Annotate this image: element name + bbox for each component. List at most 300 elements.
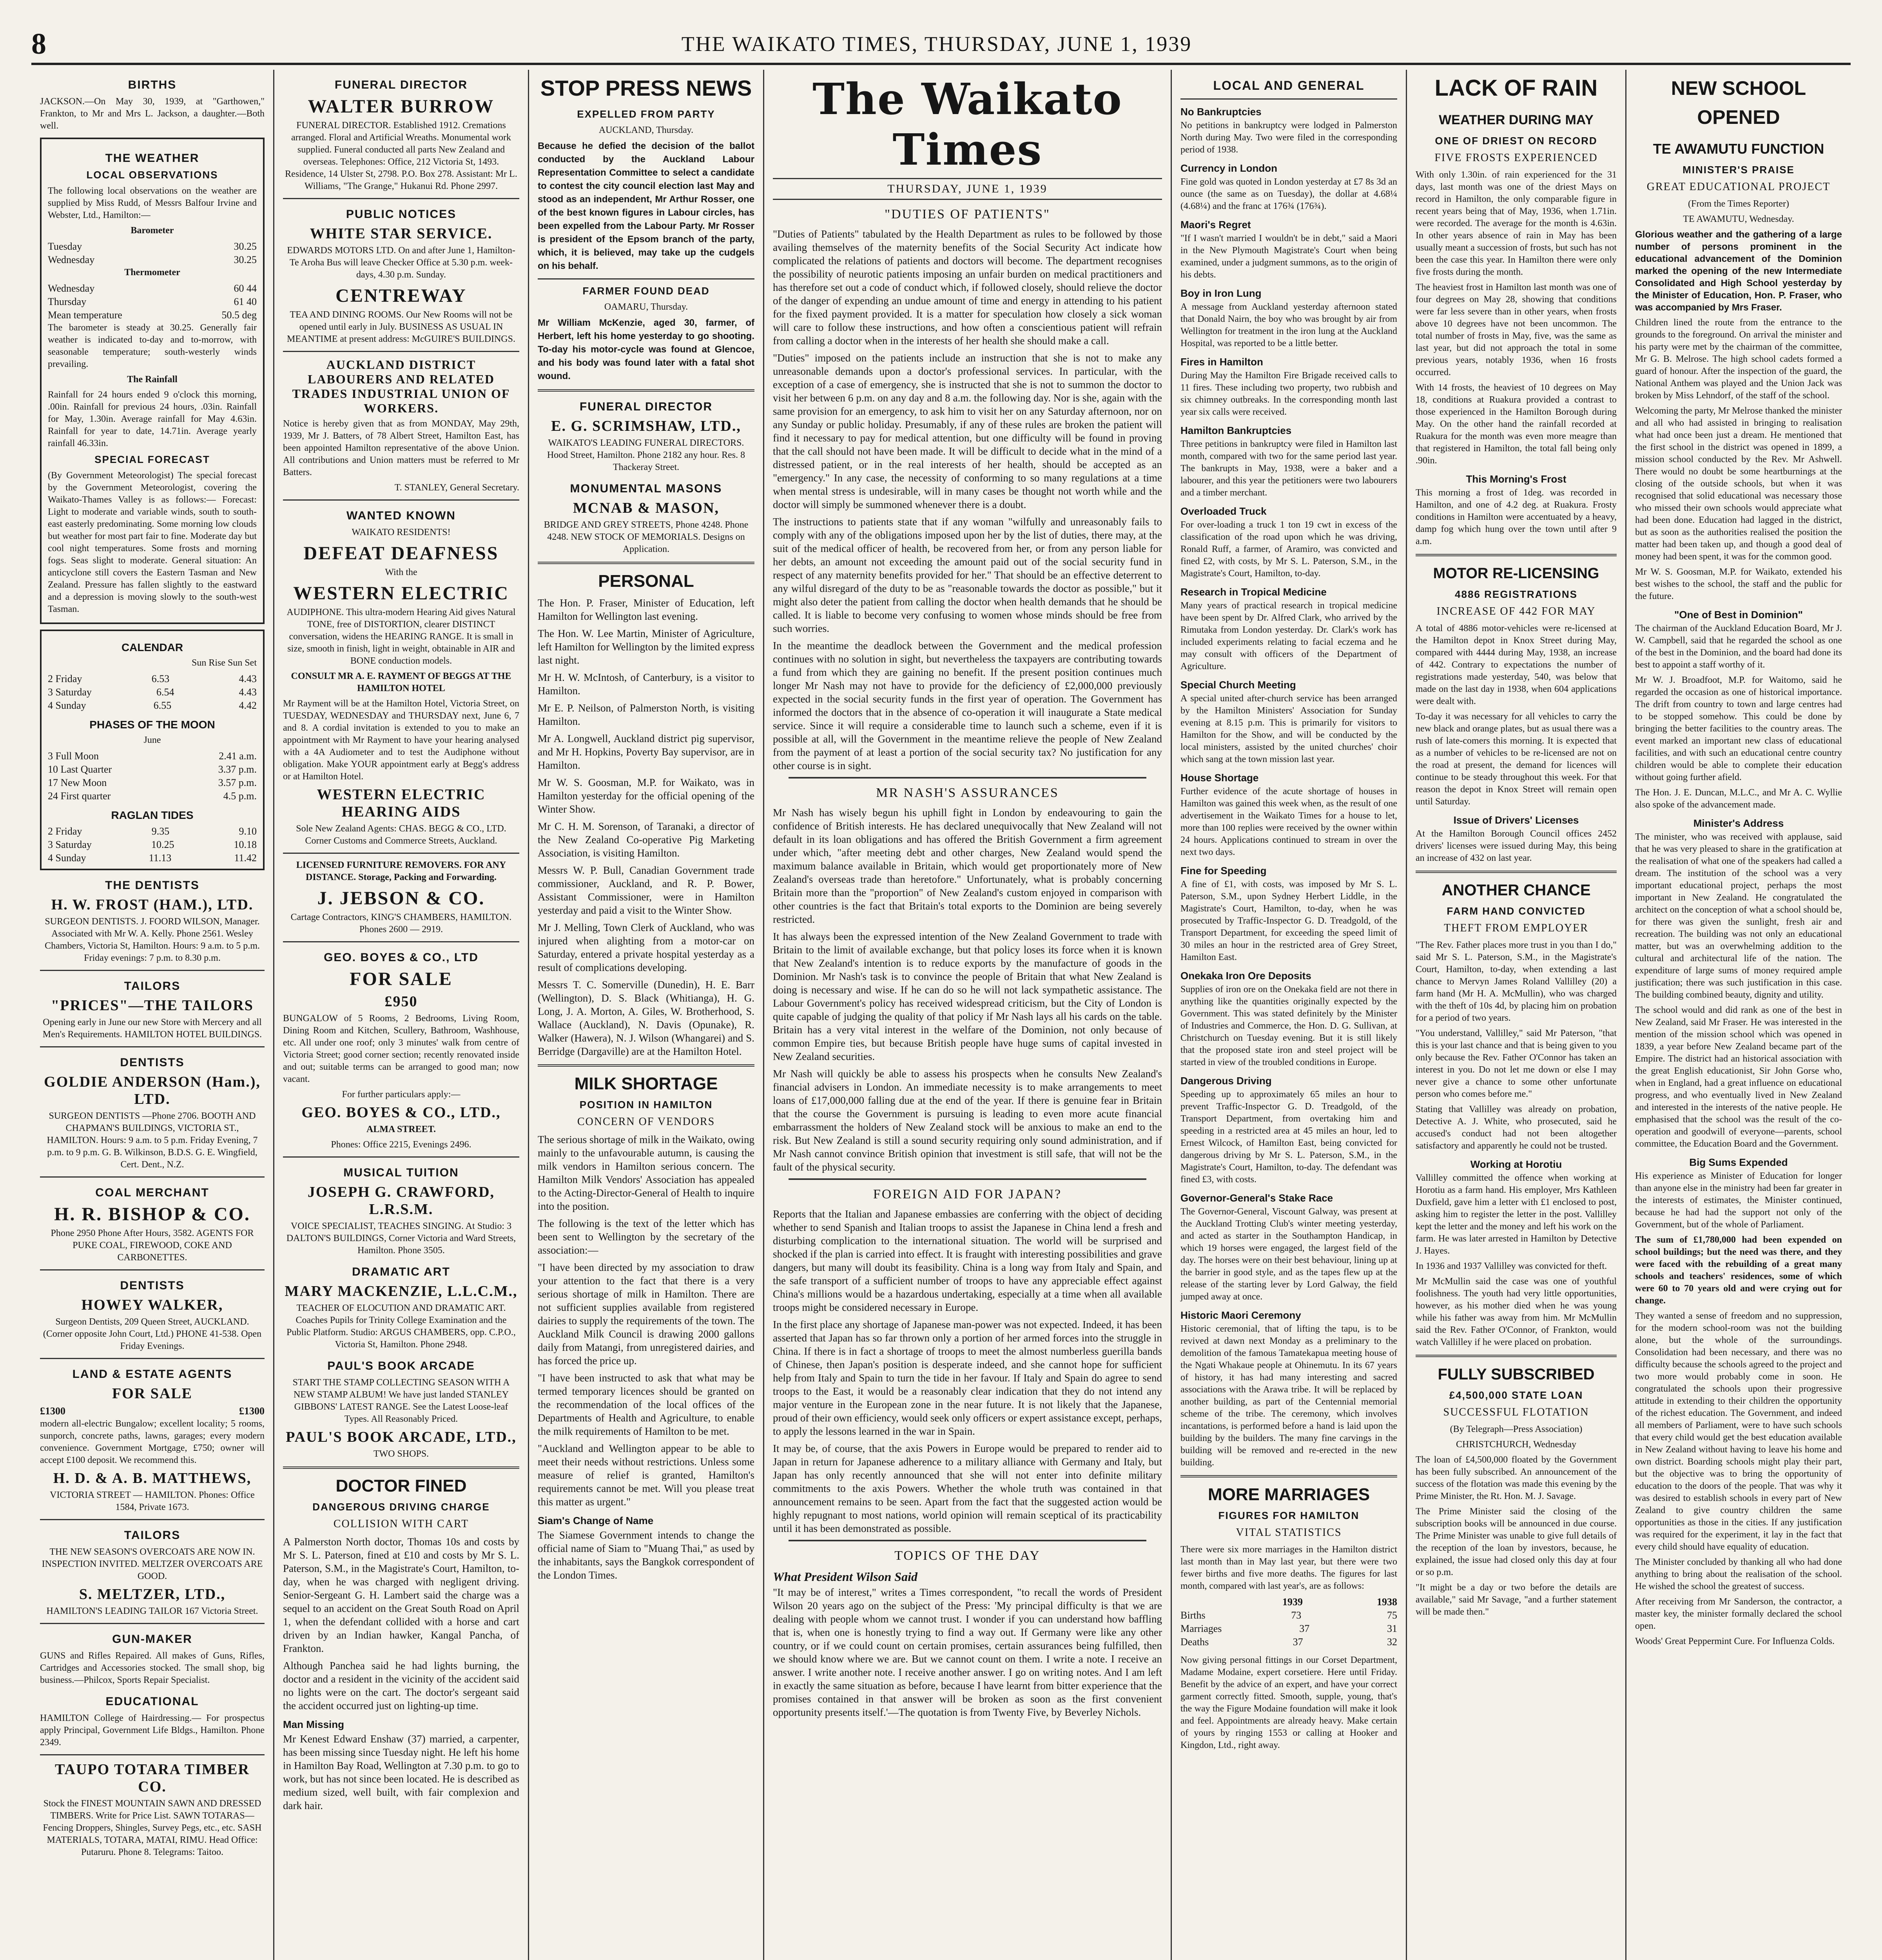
school-sub2: MINISTER'S PRAISE: [1683, 164, 1795, 176]
rain-sub: WEATHER DURING MAY: [1439, 113, 1594, 127]
lack-of-rain-headline: LACK OF RAIN: [1434, 75, 1598, 101]
price: £1300: [40, 1405, 65, 1417]
tide-day: 2 Friday: [48, 826, 82, 837]
horotiu-heading: Working at Horotiu: [1470, 1158, 1562, 1170]
baro-row: [48, 253, 257, 267]
scrimshaw-text: WAIKATO'S LEADING FUNERAL DIRECTORS. Hood Street, Hamilton. Phone 2182 any hour. Res. 8 Thackeray Street.: [547, 438, 745, 472]
arcade-shops: TWO SHOPS.: [373, 1449, 429, 1459]
calendar-heading: CALENDAR: [121, 641, 183, 653]
school-intro: Glorious weather and the gathering of a large number of persons prominent in the educational advancement of the Dominion marked the opening of the new Intermediate Consolidated and High School yesterday by the Minister of Education, Hon. P. Fraser, who was accompanied by Mrs Fraser.: [1635, 229, 1842, 313]
item-text: Three petitions in bankruptcy were filed in Hamilton last month, compared with two for the same period last year. The bankrupts in May, 1938, were a baker and a labourer, and this year the petitioners were two labourers and a timber merchant.: [1180, 439, 1397, 498]
thermo-day: Wednesday: [48, 283, 95, 294]
paper-title: The Waikato Times: [812, 74, 1122, 175]
item-text: Fine gold was quoted in London yesterday at £7 8s 3d an ounce (the same as on Tuesday), the dollar at 4.68¼ (4.68¼) and the franc at 176¾ (176¾).: [1180, 177, 1397, 211]
leader-3-title: FOREIGN AID FOR JAPAN?: [873, 1187, 1062, 1201]
item-text: Speeding up to approximately 65 miles an hour to prevent Traffic-Inspector G. D. Treadgold, of the Transport Department, from overtaking him and speeding in a restricted area at 45 miles an hour, led to Ernest Wilcock, of Hamilton East, being convicted for dangerous driving by Mr S. L. Paterson, S.M., in the Magistrate's Court, Hamilton, to-day. The defendant was fined £3, with costs.: [1180, 1089, 1397, 1185]
tide-am: 9.35: [151, 826, 170, 837]
item-heading: House Shortage: [1180, 772, 1259, 784]
frost-text: This morning a frost of 1deg. was recorded in Hamilton, and one of 4.2 deg. at Ruakura. Frosty conditions in Hamilton were accentuated by a heavy, damp fog which hung over the town until after 9 a.m.: [1416, 488, 1617, 546]
item-heading: No Bankruptcies: [1180, 106, 1262, 118]
best-para: The chairman of the Auckland Education Board, Mr J. W. Campbell, said that he regarded the school as one of the best in the Dominion, and the board had done its best to appoint a staff worthy of it.: [1635, 623, 1842, 670]
farmer-heading: FARMER FOUND DEAD: [582, 285, 710, 297]
page-number: 8: [31, 27, 46, 60]
arcade-name: PAUL'S BOOK ARCADE, LTD.,: [286, 1429, 517, 1445]
divider-rule: [789, 777, 1146, 779]
forsale-prices: [40, 1405, 265, 1418]
motor-para: A total of 4886 motor-vehicles were re-licensed at the Hamilton depot in Knox Street during May, compared with 4444 during May, 1938, an increase of 442. Contrary to expectations the number of registrations made yesterday, 540, was below that made on the last day in 1938, when 604 applications were dealt with.: [1416, 623, 1617, 706]
thermometer-label: Thermometer: [124, 267, 180, 278]
milk-para: The following is the text of the letter which has been sent to Wellington by the secretary of the association:—: [538, 1218, 754, 1256]
sunset: 4.42: [239, 700, 257, 711]
bishop-ad-text: Phone 2950 Phone After Hours, 3582. AGENTS FOR PUKE COAL, FIREWOOD, COKE AND CARBONETTES.: [51, 1228, 254, 1263]
item-heading: Currency in London: [1180, 162, 1277, 174]
mcnab-text: BRIDGE AND GREY STREETS, Phone 4248. Phone 4248. NEW STOCK OF MEMORIALS. Designs on Application.: [544, 520, 749, 554]
editorial-dateline: THURSDAY, JUNE 1, 1939: [773, 178, 1162, 200]
item-text: Supplies of iron ore on the Onekaka field are not there in anything like the quantities originally expected by the Government. This was stated definitely by the Minister of Industries and Commerce, the Hon. D. G. Sullivan, at Christchurch on Tuesday evening. But it is still likely that the proposed state iron and steel project will be started in view of the troubled conditions in Europe.: [1180, 984, 1397, 1067]
boyes-price: £950: [384, 993, 418, 1010]
boyes-forsale: FOR SALE: [350, 969, 453, 989]
school-sub3: GREAT EDUCATIONAL PROJECT: [1646, 181, 1831, 193]
motor-para: To-day it was necessary for all vehicles to carry the new black and orange plates, but as usual there was a rush of late-comers this morning. It is expected that as a number of vehicles to be re-licensed are not on the road at present, the demand for licences will continue to be steady throughout this week. For that reason the depot in Knox Street will remain open until Saturday.: [1416, 711, 1617, 807]
subscribed-press: (By Telegraph—Press Association): [1450, 1424, 1583, 1434]
jebson-text: Cartage Contractors, KING'S CHAMBERS, HAMILTON. Phones 2600 — 2919.: [290, 912, 512, 935]
vital-row: [1180, 1635, 1397, 1649]
vital-1939: 37: [1293, 1636, 1303, 1648]
subscribed-para: "It might be a day or two before the details are available," said Mr Savage, "and a further statement will be made then.": [1416, 1583, 1617, 1617]
dentists2-heading: DENTISTS: [120, 1056, 185, 1069]
moon-phase: 24 First quarter: [48, 790, 111, 802]
mcnab-name: MCNAB & MASON,: [573, 500, 720, 516]
personal-item: Mr J. Melling, Town Clerk of Auckland, who was injured when alighting from a motor-car on Saturday, entered a private hospital yesterday as a result of complications developing.: [538, 922, 754, 973]
topics-title: TOPICS OF THE DAY: [894, 1548, 1041, 1563]
labourers-signature: T. STANLEY, General Secretary.: [394, 483, 519, 493]
leader-2-para: Mr Nash will quickly be able to assess his prospects when he consults New Zealand's financial advisers in London. An immediate necessity is to make arrangements to meet loans of £17,000,000 falling due at the end of the year. If there is genuine fear in Britain that the course the Government is pursuing is leading to even more acute financial embarrassment the holders of New Zealand stock will be anxious to make an end to the risk. But New Zealand is still a sound security requiring only sound administration, and if Mr Nash cannot convince British opinion that investment is still safe, that will not be the fault of the physical security.: [773, 1068, 1162, 1173]
centreway-name: CENTREWAY: [335, 285, 467, 306]
goldie-ad-name: GOLDIE ANDERSON (Ham.), LTD.: [44, 1074, 261, 1107]
moon-heading: PHASES OF THE MOON: [89, 719, 215, 731]
weather-heading: THE WEATHER: [105, 152, 199, 165]
item-text: The Governor-General, Viscount Galway, was present at the Auckland Trotting Club's winter meeting yesterday, and acted as starter in the Southampton Handicap, in which 19 horses were engaged, the largest field of the day. The horses were on their best behaviour, lining up at the barrier in good style, and as the tapes flew up at the release of the starting lever by Lord Galway, the field jumped away at once.: [1180, 1207, 1397, 1302]
moon-sub: June: [143, 735, 161, 745]
edu-heading: EDUCATIONAL: [105, 1695, 199, 1708]
tide-row: [48, 851, 257, 865]
school-para: Welcoming the party, Mr Melrose thanked the minister and all who had assisted in bringing to realisation what had once been just a dream. He mentioned that the first school in the district was opened in 1899, a mission school conducted by the Rev. Mr Ashwell. There would no doubt be some heartburnings at the closing of the outside schools, but when it was recognised that solid educational was necessary those who missed their own schools would appreciate what had been done. Education had lagged in the district, but as soon as the authorities realised the position the matter had been taken up, and though a good deal of money had been spent, it was for the common good.: [1635, 406, 1842, 562]
expelled-heading: EXPELLED FROM PARTY: [577, 108, 715, 120]
baro-value: 30.25: [234, 254, 257, 265]
thermo-row: [48, 309, 257, 322]
expelled-place: AUCKLAND, Thursday.: [598, 125, 694, 135]
rain-para: With only 1.30in. of rain experienced for the 31 days, last month was one of the driest Mays on record in Hamilton, the only comparable figure in recent years being that of May, 1936, when 1.71in. were recorded. The average for the month is 4.63in. In other years absence of rain in May has been usually meant a succession of frosts, but such has not been the case this year. In Hamilton there were only five frosts during the month.: [1416, 170, 1617, 277]
big-para: They wanted a sense of freedom and no suppression, for the modern school-room was not the building alone, but the whole of the surroundings. Consolidation had been necessary, and there was no difficulty because the schools agreed to the project and two more would probably come in soon. He congratulated the schools upon their progressive attitude in extending to their children the opportunity of the richest education. The Government, and indeed all members of Parliament, were to have such schools that every child would get the best education available in New Zealand without having to leave his home and own district. Boarding schools might play their part, but the objective was to bring the opportunity of education to the doors of the people. That was why it was desired to establish schools in every part of New Zealand to give country children the same opportunities as those in the cities. If any justification was required for the experiment, it lay in the fact that every child should have equality of education.: [1635, 1311, 1842, 1552]
crawford-name: JOSEPH G. CRAWFORD, L.R.S.M.: [307, 1184, 495, 1218]
music-heading: MUSICAL TUITION: [343, 1166, 459, 1179]
leader-3-para: Reports that the Italian and Japanese embassies are conferring with the object of deciding whether to send Spanish and Italian troops to assist the Japanese in China lend a fresh and disturbing complication to the international situation. The world will be surprised and shocked if the plan is carried into effect. It is fraught with interesting possibilities and grave dangers, but many will doubt its feasibility. China is a long way from Italy and Spain, and the safe transport of a sufficient number of troops to have any appreciable effect against China's millions would be a hazardous undertaking, especially at a time when all available troops might be considered necessary in Europe.: [773, 1208, 1162, 1313]
weather-text: The barometer is steady at 30.25. Generally fair weather is indicated to-day and to-morrow, with seasonable temperature; south-westerly winds prevailing.: [48, 323, 257, 369]
mackenzie-name: MARY MACKENZIE, L.L.C.M.,: [285, 1283, 518, 1299]
tides-heading: RAGLAN TIDES: [111, 809, 194, 821]
gun-text: GUNS and Rifles Repaired. All makes of Guns, Rifles, Cartridges and Accessories stocked. The small shop, big business.—Philcox, Sports Repair Specialist.: [40, 1651, 265, 1685]
chance-para: Stating that Vallilley was already on probation, Detective A. J. White, who prosecuted, said he accused's conduct had not been altogether satisfactory and apparently he could not be trusted.: [1416, 1104, 1617, 1151]
leader-1-para: In the meantime the deadlock between the Government and the medical profession continues with no solution in sight, but nevertheless the taxpayers are contributing towards a fund from which they are gaining no benefit. If the present position continues much longer Mr Nash may not have to provide for the deficiency of £2,000,000 previously expected in the social security funds in the first year of operation. The Government has informed the doctors that in the absence of co-operation it will inaugurate a State medical service. Since it will require a considerable time to launch such a scheme, even if it is possible at all, will the Government in the meantime relieve the people of New Zealand from the payment of at least a portion of the social security tax? No justification for any other course is in sight.: [773, 640, 1162, 771]
moon-row: [48, 776, 257, 789]
goldie-ad-text: SURGEON DENTISTS —Phone 2706. BOOTH AND CHAPMAN'S BUILDINGS, VICTORIA ST., HAMILTON. Hours: 9 a.m. to 5 p.m. Friday Evening, 7 p.m. to 9 p.m. G. B. Wilkinson, B.D.S. G. E. Wingfield, Cert. Dent., N.Z.: [47, 1111, 258, 1170]
vital-1938: 31: [1387, 1623, 1397, 1634]
subscribed-para: The Prime Minister said the closing of the subscription books will be announced in due course. The Prime Minister was unable to give full details of the reception of the loan by investors, because, he explained, the issue had closed only this day at four or so p.m.: [1416, 1506, 1617, 1577]
big-para: After receiving from Mr Sanderson, the contractor, a master key, the minister formally declared the school open.: [1635, 1597, 1842, 1631]
baro-day: Wednesday: [48, 254, 95, 265]
calendar-columns: Sun Rise Sun Set: [191, 658, 257, 668]
expelled-text: Because he defied the decision of the ballot conducted by the Auckland Labour Representation Committee to select a candidate to contest the city council election last May and stood as an independent, Mr Arthur Rosser, one of the best known figures in Labour circles, has been expelled from the Labour Party. Mr Rosser is president of the Epsom branch of the party, which, it is believed, may take up the cudgels on his behalf.: [538, 141, 754, 271]
milk-para: "I have been directed by my association to draw your attention to the fact that there is a very serious shortage of milk in Hamilton. There are not sufficient supplies available from registered dairies to supply the requirements of the town. The Auckland Milk Council is drawing 2000 gallons daily from Matangi, from unregistered dairies, and has forced the price up.: [538, 1261, 754, 1367]
marriages-sub: FIGURES FOR HAMILTON: [1218, 1510, 1360, 1521]
personal-item: Messrs W. P. Bull, Canadian Government trade commissioner, Auckland, and R. P. Bower, Assistant Commissioner, were in Hamilton yesterday and paid a visit to the Winter Show.: [538, 864, 754, 916]
tide-row: [48, 838, 257, 851]
school-para: Children lined the route from the entrance to the grounds to the foreground. On arrival the minister and his party were met by the chairman of the committee, Mr G. B. Melrose. The high school cadets formed a guard of honour. After the inspection of the guard, the National Anthem was played and the Union Jack was broken by Miss Lehndorf, of the staff of the school.: [1635, 318, 1842, 401]
motor-sub: 4886 REGISTRATIONS: [1455, 588, 1577, 600]
moon-row: [48, 789, 257, 803]
dramatic-heading: DRAMATIC ART: [352, 1265, 450, 1278]
deafness-with: With the: [385, 567, 417, 577]
tailors2-heading: TAILORS: [124, 1529, 181, 1542]
funeral2-heading: FUNERAL DIRECTOR: [579, 400, 713, 413]
leader-2-para: It has always been the expressed intention of the New Zealand Government to trade with Britain to the limit of available exchange, but that policy loses its force when it is known that New Zealand's intention is to reduce exports by the manufacture of goods in the Dominion. Mr Nash's task is to convince the people of Britain that what New Zealand is doing is necessary and wise. If he can do so he will not lack sympathetic assistance. The Labour Government's policy has received widespread criticism, but the City of London is quite capable of judging the quality of that policy if Mr Nash lays all his cards on the table. Britain has a very vital interest in the welfare of the Dominion, not only because of common Empire ties, but because British people have huge sums of capital invested in New Zealand securities.: [773, 931, 1162, 1062]
scrimshaw-name: E. G. SCRIMSHAW, LTD.,: [551, 418, 741, 434]
births-heading: BIRTHS: [128, 78, 177, 91]
thermo-row: [48, 295, 257, 309]
item-text: Historic ceremonial, that of lifting the tapu, is to be revived at dawn next Monday as a preliminary to the demolition of the famous Tamatekapua meeting house of the Ngati Whakaue people at Ohinemutu. In its 67 years of history, it has had many interesting and sacred associations with the Arawa tribe. It will be replaced by another building, as part of the Centennial memorial scheme of the tribe. The ceremony, which involves incantations, is performed before a hand is laid upon the building by the builders. The many fine carvings in the building will be removed and re-erected in the new building.: [1180, 1324, 1397, 1468]
moon-time: 4.5 p.m.: [223, 790, 257, 802]
leader-1-para: "Duties" imposed on the patients include an instruction that she is not to make any unreasonable demands upon a doctor's professional services. In particular, with the exception of a case of emergency, she is instructed that she is not to summon the doctor to visit her between 6 p.m. on any day and 8 a.m. the following day. Nor is she, again with the same provision for an emergency, to ask him to visit her on any Saturday afternoon, nor on any Sunday or public holiday. Presumably, if any of these rules are broken the patient will find it necessary to pay for medical attention, but one difficulty will be found in proving that the call should not have been made. It will be difficult to decide what in the mind of a distressed patient, or in the real interests of her health, should be accepted as an "emergency." In any case, the necessity of conforming to so many regulations at a time when mental stress is undesirable, will in many cases be thought not worth while and the doctor will simply be summoned whenever there is a doubt.: [773, 352, 1162, 510]
mackenzie-text: TEACHER OF ELOCUTION AND DRAMATIC ART. Coaches Pupils for Trinity College Examination and the Public Platform. Studio: ARGUS CHAMBERS, opp. C.P.O., Victoria St, Hamilton. Phone 2948.: [286, 1303, 516, 1350]
vital-1939: 37: [1299, 1623, 1310, 1634]
column-grid: [31, 70, 1851, 1960]
calendar-day: 4 Sunday: [48, 700, 86, 711]
jebson-name: J. JEBSON & CO.: [317, 888, 485, 909]
school-dateline: TE AWAMUTU, Wednesday.: [1683, 214, 1794, 224]
frost-ad-text: SURGEON DENTISTS. J. FOORD WILSON, Manager. Associated with Mr W. A. Kelly. Phone 2561. Wesley Chambers, Victoria St, Hamilton. Hours: 9 a.m. to 5 p.m. Friday evenings: 7 p.m. to 8.30 p.m.: [45, 916, 260, 963]
siam-text: The Siamese Government intends to change the official name of Siam to "Muang Thai," as used by the inhabitants, says the Bangkok correspondent of the London Times.: [538, 1529, 754, 1581]
leader-1-title: "DUTIES OF PATIENTS": [885, 207, 1050, 221]
sunset: 4.43: [239, 686, 257, 698]
stop-press-headline: STOP PRESS NEWS: [540, 76, 752, 100]
masthead-line: THE WAIKATO TIMES, THURSDAY, JUNE 1, 1939: [681, 32, 1192, 56]
item-text: Many years of practical research in tropical medicine have been spent by Dr. Alfred Clark, who arrived by the Rimutaka from London yesterday. Dr. Clark's work has included experiments relating to facial eczema and he may consult with officers of the Department of Agriculture.: [1180, 601, 1397, 671]
moon-time: 3.37 p.m.: [218, 764, 257, 775]
thermo-value: 60 44: [234, 283, 257, 294]
doctor-fined-headline: DOCTOR FINED: [335, 1476, 467, 1495]
item-heading: Onekaka Iron Ore Deposits: [1180, 970, 1311, 982]
chance-sub2: THEFT FROM EMPLOYER: [1444, 922, 1588, 934]
centreway-text: TEA AND DINING ROOMS. Our New Rooms will not be opened until early in July. BUSINESS AS USUAL IN MEANTIME at present address: McGUIRE'S BUILDINGS.: [287, 310, 515, 344]
item-heading: Fires in Hamilton: [1180, 356, 1263, 368]
rain-para: The heaviest frost in Hamilton last month was one of four degrees on May 28, showing that conditions were far less severe than in other years, when frosts above 10 degrees have not been uncommon. The total number of frosts in May, five, was the same as last year, but did not approach the total in some previous years, notably 1936, when 16 frosts occurred.: [1416, 282, 1617, 377]
motor-sub2: INCREASE OF 442 FOR MAY: [1436, 605, 1596, 617]
tailors-heading: TAILORS: [124, 980, 181, 993]
item-text: For over-loading a truck 1 ton 19 cwt in excess of the classification of the road upon which he was driving, Ronald Ruff, a farmer, of Aramiro, was convicted and fined £2, with costs, by Mr S. L. Paterson, S.M., in the Magistrate's Court, Hamilton, to-day.: [1180, 520, 1397, 579]
item-heading: Boy in Iron Lung: [1180, 287, 1262, 299]
school-para: Mr W. S. Goosman, M.P. for Waikato, extended his best wishes to the school, the staff and the public for the future.: [1635, 567, 1842, 601]
big-para: His experience as Minister of Education for longer than anyone else in the ministry had been far greater in the interests of estimates, the Minister continued, because he had had the support not only of the Government, but of the whole of Parliament.: [1635, 1171, 1842, 1230]
hearing-text: Sole New Zealand Agents: CHAS. BEGG & CO., LTD. Corner Customs and Commerce Streets, Auckland.: [296, 824, 506, 846]
new-school-headline: NEW SCHOOL OPENED: [1671, 77, 1806, 128]
funeral-heading: FUNERAL DIRECTOR: [334, 78, 468, 91]
deafness-text: AUDIPHONE. This ultra-modern Hearing Aid gives Natural TONE, free of DISTORTION, clearer DISTINCT conversation, widens the HEARING RANGE. It is small in size, smooth in finish, light in weight, obtainable in AIR and BONE conduction models.: [286, 607, 516, 666]
thermo-value: 61 40: [234, 296, 257, 307]
sunrise: 6.53: [151, 673, 170, 684]
item-heading: Overloaded Truck: [1180, 505, 1267, 517]
price: £1300: [239, 1405, 265, 1417]
address-para: The minister, who was received with applause, said that he was very pleased to share in the gratification at the realisation of what one of the speakers had called a dream. The institution of the school was a very important educational project, perhaps the most important in New Zealand. He congratulated the architect on the conception of what a school should be, for there was given the sunlight, fresh air and recreation. The building was not only an educational matter, but was an overwhelming addition to the cultural and architectural life of the nation. The expenditure of large sums of money required ample justification; there was such justification in this case. The building combined beauty, dignity and utility.: [1635, 832, 1842, 1000]
topics-text: "It may be of interest," writes a Times correspondent, "to recall the words of President Wilson 20 years ago on the subject of the Press: 'My principal difficulty is that we are dealing with people whom we cannot trust. I wonder if you can understand how baffling that is, when one is honestly trying to find a way out. If Germany were like any other country, or if we could count on certain promises, certain assurances being fulfilled, then we should know where we are. But we cannot count on them. I write a note. I receive an answer. I write another note. I receive another answer. I go on writing notes. And I am left in exactly the same situation as before, because I have learnt from bitter experience that the promises contained in that answer will be broken as soon as the first convenient opportunity presents itself.'—The quotation is from Twenty Five, by Beverley Nichols.: [773, 1586, 1162, 1718]
deafness-name: DEFEAT DEAFNESS: [303, 543, 499, 564]
issue-heading: Issue of Drivers' Licenses: [1453, 814, 1579, 826]
horotiu-para: Mr McMullin said the case was one of youthful foolishness. The youth had very little opportunities, however, as his mother died when he was young while his father was away from him. Mr McMullin said the Rev. Father O'Connor, of Frankton, would watch Vallilley if he were placed on probation.: [1416, 1276, 1617, 1347]
vital-1939: 73: [1291, 1610, 1302, 1621]
tide-pm: 10.18: [234, 839, 257, 850]
corset-notice: Now giving personal fittings in our Corset Department, Madame Modaine, expert corsetiere. Here until Friday. Benefit by the advice of an expert, and have your correct garment correctly fitted. Smooth, supple, young, that's the way the Figure Modaine foundation will make it look and feel. Appointments are already heavy. Make certain of yours by ringing 1553 or calling at Hooker and Kingdon, Ltd., right away.: [1180, 1655, 1397, 1750]
big-para: The sum of £1,780,000 had been expended on school buildings; but the need was there, and they were faced with the rebuilding of a great many schools and teachers' residences, some of which were 60 to 70 years old and were crying out for change.: [1635, 1235, 1842, 1306]
divider-rule: [789, 1178, 1146, 1180]
walker-ad-text: Surgeon Dentists, 209 Queen Street, AUCKLAND. (Corner opposite John Court, Ltd.) PHONE 41-538. Open Friday Evenings.: [43, 1317, 262, 1351]
moon-phase: 17 New Moon: [48, 777, 107, 788]
moon-time: 3.57 p.m.: [218, 777, 257, 788]
subscribed-sub: £4,500,000 STATE LOAN: [1449, 1389, 1583, 1401]
vital-row: [1180, 1609, 1397, 1622]
issue-text: At the Hamilton Borough Council offices 2452 drivers' licenses were issued during May, this being an increase of 432 on last year.: [1416, 829, 1617, 863]
hearing-name: WESTERN ELECTRIC HEARING AIDS: [317, 786, 486, 820]
sunrise: 6.55: [153, 700, 172, 711]
forecast-text: (By Government Meteorologist) The special forecast by the Government Meteorologist, covering the Waikato-Thames Valley is as follows:— Forecast: Light to moderate and variable winds, south to south-east easterly predominating. Some morning low clouds but weather for most part fair to fine. Moderate day but cool night temperatures. Some frosts and morning fogs. Seas slight to moderate. General situation: An anticyclone still covers the Eastern Tasman and New Zealand. Pressure has fallen slightly to the eastward and a depression is moving slowly to the south-west Tasman.: [48, 470, 257, 614]
labourers-text: Notice is hereby given that as from MONDAY, May 29th, 1939, Mr J. Batters, of 78 Albert Street, Hamilton East, has been appointed Hamilton representative of the above Union. All contributions and Union matters must be referred to Mr Batters.: [283, 419, 519, 477]
column-7: [1626, 70, 1851, 1960]
missing-text: Mr Kenest Edward Enshaw (37) married, a carpenter, has been missing since Tuesday night. He left his home in Hamilton Bay Road, Wellington at 7.30 p.m. to go to work, but has not since been located. He is described as medium sized, well built, with fair complexion and dark hair.: [283, 1733, 519, 1811]
bishop-ad-name: H. R. BISHOP & CO.: [54, 1204, 250, 1225]
best-para: Mr W. J. Broadfoot, M.P. for Waitomo, said he regarded the occasion as one of historical importance. The drift from country to town and large centres had to be stopped somehow. This could be done by bringing the better facilities to the country areas. The event marked an important new class of educational facilities, and with such an educational centre country children would be able to complete their education without going further afield.: [1635, 675, 1842, 782]
boyes-phones: Phones: Office 2215, Evenings 2496.: [331, 1140, 471, 1150]
leader-1-para: "Duties of Patients" tabulated by the Health Department as rules to be followed by those availing themselves of the maternity benefits of the Social Security Act indicate how complicated the relations of patients and doctors will become. The department recognises the possibility of neurotic patients imposing an unfair burden on medical practitioners and has therefore set out a code of conduct which, if followed closely, should relieve the doctor of the danger of expending an undue amount of time and energy in attending to his patient for the fixed payment provided. It is a matter for speculation how closely a sick woman will care to follow these instructions, and how often a conscientious patient will refrain from calling a doctor when in the interests of her health she should make a call.: [773, 228, 1162, 347]
divider-rule: [789, 1540, 1146, 1541]
item-text: No petitions in bankruptcy were lodged in Palmerston North during May. Two were filed in the corresponding period of 1938.: [1180, 120, 1397, 155]
walker-ad-name: HOWEY WALKER,: [81, 1297, 223, 1313]
moon-phase: 10 Last Quarter: [48, 764, 112, 775]
calendar-row: [48, 686, 257, 699]
milk-sub: POSITION IN HAMILTON: [579, 1099, 713, 1111]
burrow-ad-name: WALTER BURROW: [308, 96, 495, 117]
item-text: "If I wasn't married I wouldn't be in debt," said a Maori in the New Plymouth Magistrate's Court when being examined, under a judgment summons, as to the origin of his debts.: [1180, 233, 1397, 280]
thermo-day: Thursday: [48, 296, 87, 307]
vital-year: 1938: [1377, 1596, 1397, 1608]
column-2: [274, 70, 529, 1960]
calendar-row: [48, 699, 257, 712]
column-1: [31, 70, 274, 1960]
marriages-headline: MORE MARRIAGES: [1208, 1485, 1370, 1504]
baro-day: Tuesday: [48, 241, 82, 252]
doctor-fined-sub: DANGEROUS DRIVING CHARGE: [312, 1501, 490, 1513]
forsale-text: modern all-electric Bungalow; excellent locality; 5 rooms, sunporch, concrete paths, lawns, garages; every modern convenience. Government Mortgage, £750; owner will accept £100 deposit. We recommend this.: [40, 1419, 265, 1465]
vital-row: [1180, 1622, 1397, 1635]
boyes-heading: GEO. BOYES & CO., LTD: [324, 951, 479, 964]
forecast-heading: SPECIAL FORECAST: [94, 454, 210, 465]
doctor-fined-sub2: COLLISION WITH CART: [333, 1518, 469, 1530]
address-para: The school would and did rank as one of the best in New Zealand, said Mr Fraser. He was interested in the mention of the mission school which was opened in 1839, a year before New Zealand became part of the Empire. The district had an historical association with the great English educationist, Sir John Gorse who, when in England, had a great influence on educational progress, and who eventually lived in New Zealand and interested in the interests of the native people. He emphasised that the school was the result of the co-operation and goodwill of everyone—parents, school committee, the Education Board and the Government.: [1635, 1005, 1842, 1149]
edu-text: HAMILTON College of Hairdressing.— For prospectus apply Principal, Government Life Bldgs., Hamilton. Phone 2349.: [40, 1713, 265, 1748]
prices-ad-name: "PRICES"—THE TAILORS: [51, 997, 254, 1014]
crawford-text: VOICE SPECIALIST, TEACHES SINGING. At Studio: 3 DALTON'S BUILDINGS, Corner Victoria and Ward Streets, Hamilton. Phone 3505.: [286, 1221, 516, 1256]
chance-sub: FARM HAND CONVICTED: [1447, 905, 1586, 917]
big-para: The Minister concluded by thanking all who had done anything to bring about the realisation of the school. He wished the school the greatest of success.: [1635, 1557, 1842, 1592]
deafness-intro: WAIKATO RESIDENTS!: [352, 527, 451, 537]
farmer-text: Mr William McKenzie, aged 30, farmer, of Herbert, left his home yesterday to go shooting. To-day his motor-cycle was found at Glencoe, and his body was found later with a fatal shot wound.: [538, 318, 754, 381]
item-heading: Fine for Speeding: [1180, 865, 1267, 877]
weather-box: [40, 138, 265, 624]
vital-year: 1939: [1282, 1596, 1303, 1608]
milk-para: "Auckland and Wellington appear to be able to meet their needs without restrictions. Unless some measure of relief is granted, Hamilton's requirements cannot be met. Will you please treat this matter as urgent.": [538, 1443, 754, 1508]
column-3: [529, 70, 764, 1960]
barometer-label: Barometer: [131, 225, 174, 236]
baro-row: [48, 240, 257, 253]
item-text: A fine of £1, with costs, was imposed by Mr S. L. Paterson, S.M., upon Sydney Herbert Liddle, in the Magistrate's Court, Hamilton, to-day, when he was prosecuted by Traffic-Inspector G. D. Treadgold, of the Transport Department, for exceeding the speed limit of 30 miles an hour in the restricted area of Grey Street, Hamilton East.: [1180, 879, 1397, 962]
personal-item: Mr C. H. M. Sorenson, of Taranaki, a director of the New Zealand Co-operative Pig Marketing Association, is visiting Hamilton.: [538, 820, 754, 859]
leader-3-para: It may be, of course, that the axis Powers in Europe would be prepared to render aid to Japan in return for Japanese adherence to a military alliance with Germany and Italy, but Japan has only recently announced that she will not enter into definite military commitments to the axis Powers. Whether the whole truth was contained in that announcement remains to be seen. Apart from the fact that the suggested action would be highly repugnant to most nations, world opinion will remain sceptical of its practicability until it has been demonstrated as possible.: [773, 1443, 1162, 1534]
school-tail: Woods' Great Peppermint Cure. For Influenza Colds.: [1635, 1636, 1835, 1646]
sunrise: 6.54: [156, 686, 174, 698]
item-heading: Special Church Meeting: [1180, 679, 1296, 691]
missing-heading: Man Missing: [283, 1719, 344, 1730]
doctor-fined-text2: Although Panchea said he had lights burning, the doctor and a resident in the vicinity of the accident said no lights were on the cart. The doctor's sergeant said the accident occurred just on lighting-up time.: [283, 1660, 519, 1711]
vital-1938: 75: [1387, 1610, 1397, 1621]
item-text: Further evidence of the acute shortage of houses in Hamilton was gained this week when, as the result of one advertisement in the Waikato Times for a house to let, more than 100 replies were received by the owner within 24 hours. Applications continued to stream in over the next two days.: [1180, 786, 1397, 857]
page-header: [31, 25, 1851, 65]
subscribed-place: CHRISTCHURCH, Wednesday: [1456, 1439, 1576, 1450]
item-heading: Hamilton Bankruptcies: [1180, 425, 1292, 436]
frost-ad-name: H. W. FROST (HAM.), LTD.: [51, 897, 254, 913]
public-notices-heading: PUBLIC NOTICES: [346, 208, 457, 221]
personal-item: The Hon. P. Fraser, Minister of Education, left Hamilton for Wellington last evening.: [538, 597, 754, 622]
personal-item: Mr W. S. Goosman, M.P. for Waikato, was in Hamilton yesterday for the official opening of the Winter Show.: [538, 777, 754, 815]
item-text: A message from Auckland yesterday afternoon stated that Donald Nairn, the boy who was brought by air from Wellington for treatment in the iron lung at the Auckland Hospital, was reported to be a little better.: [1180, 302, 1397, 348]
subscribed-sub2: SUCCESSFUL FLOTATION: [1443, 1406, 1589, 1418]
vital-label: Deaths: [1180, 1636, 1209, 1648]
school-sub: TE AWAMUTU FUNCTION: [1653, 141, 1824, 157]
tide-am: 10.25: [151, 839, 174, 850]
personal-item: Mr E. P. Neilson, of Palmerston North, is visiting Hamilton.: [538, 702, 754, 727]
dentists3-heading: DENTISTS: [120, 1279, 185, 1292]
white-star-name: WHITE STAR SERVICE.: [310, 225, 493, 242]
sunset: 4.43: [239, 673, 257, 684]
item-heading: Research in Tropical Medicine: [1180, 586, 1327, 598]
tide-day: 3 Saturday: [48, 839, 92, 850]
births-text: JACKSON.—On May 30, 1939, at "Garthowen," Frankton, to Mr and Mrs L. Jackson, a daughter.—Both well.: [40, 96, 265, 131]
consult-detail: Mr Rayment will be at the Hamilton Hotel, Victoria Street, on TUESDAY, WEDNESDAY and THURSDAY next, June 6, 7 and 8. A cordial invitation is extended to you to make an appointment with Mr Rayment to have your hearing analysed with a 4A Audiometer and to test the Audiphone without obligation. Make YOUR appointment early at Begg's address or at Hamilton Hotel.: [283, 699, 519, 782]
tide-am: 11.13: [149, 852, 172, 864]
column-5: [1172, 70, 1407, 1960]
thermo-day: Mean temperature: [48, 309, 122, 321]
jebson-intro: LICENSED FURNITURE REMOVERS. FOR ANY DISTANCE. Storage, Packing and Forwarding.: [296, 860, 506, 882]
gun-heading: GUN-MAKER: [112, 1633, 192, 1646]
address-heading: Minister's Address: [1693, 817, 1784, 829]
moon-row: [48, 763, 257, 776]
forsale-heading: FOR SALE: [112, 1385, 192, 1402]
dentists-heading: THE DENTISTS: [105, 879, 199, 892]
personal-item: Mr H. W. McIntosh, of Canterbury, is a visitor to Hamilton.: [538, 671, 754, 697]
personal-headline: PERSONAL: [598, 572, 694, 591]
boyes-text: BUNGALOW of 5 Rooms, 2 Bedrooms, Living Room, Dining Room and Kitchen, Scullery, Bathroom, Washhouse, etc. All under one roof; only 3 minutes' walk from centre of Victoria Street; good corner section; recently renovated inside and out; suitable terms can be arranged to good man; now vacant.: [283, 1013, 519, 1084]
farmer-place: OAMARU, Thursday.: [604, 302, 688, 312]
topics-heading: What President Wilson Said: [773, 1570, 917, 1584]
tide-day: 4 Sunday: [48, 852, 86, 864]
item-heading: Historic Maori Ceremony: [1180, 1309, 1301, 1321]
best-para: The Hon. J. E. Duncan, M.L.C., and Mr A. C. Wyllie also spoke of the advancement made.: [1635, 788, 1842, 810]
personal-item: Messrs T. C. Somerville (Dunedin), H. E. Barr (Wellington), D. S. Black (Whitianga), H. G. Long, J. A. Morton, A. Giles, W. Brotherhood, S. Wallace (Auckland), N. Davis (Opunake), R. Walker (Hawera), N. J. Wilson (Whangarei) and S. Berridge (Dargaville) are at the Hamilton Hotel.: [538, 979, 754, 1057]
tide-pm: 11.42: [234, 852, 257, 864]
calendar-day: 3 Saturday: [48, 686, 92, 698]
land-heading: LAND & ESTATE AGENTS: [72, 1368, 232, 1381]
leader-1-para: The instructions to patients state that if any woman "wilfully and unreasonably fails to comply with any of the obligations imposed upon her by the list of duties, there may, at the suit of the medical officer of health, be recovered from her, or from any person liable for her debts, an amount not exceeding the amount paid out of the social security fund in respect of any maternity benefits provided for her." That should be an effective deterrent to any wilful disregard of the duty to be as "reasonable towards the doctor as possible," but it might also deter the patient from calling the doctor when health demands that he should be called. It is liable to become very confusing to women whose minds should be free from such worries.: [773, 516, 1162, 634]
local-observations-heading: LOCAL OBSERVATIONS: [86, 169, 218, 181]
totara-ad-name: TAUPO TOTARA TIMBER CO.: [55, 1761, 250, 1795]
leader-2-title: MR NASH'S ASSURANCES: [876, 786, 1059, 800]
western-name: WESTERN ELECTRIC: [293, 583, 509, 604]
rainfall-heading: The Rainfall: [127, 374, 178, 385]
column-4-editorial: [764, 70, 1172, 1960]
item-heading: Governor-General's Stake Race: [1180, 1192, 1333, 1204]
horotiu-para: Vallilley committed the offence when working at Horotiu as a farm hand. His employer, Mrs Kathleen Duxfield, gave him a letter with £1 enclosed to post, asking him to register the letter in the post. Vallilley kept the letter and the money and left his work on the farm. He was later arrested in Hamilton by Detective J. Hayes.: [1416, 1173, 1617, 1256]
labourers-name: AUCKLAND DISTRICT LABOURERS AND RELATED TRADES INDUSTRIAL UNION OF WORKERS.: [292, 358, 510, 415]
moon-phase: 3 Full Moon: [48, 750, 99, 762]
tide-row: [48, 825, 257, 838]
matthews-ad-name: H. D. & A. B. MATTHEWS,: [53, 1470, 252, 1486]
local-general-heading: LOCAL AND GENERAL: [1213, 78, 1365, 93]
baro-value: 30.25: [234, 241, 257, 252]
milk-sub2: CONCERN OF VENDORS: [577, 1116, 715, 1128]
boyes-address: ALMA STREET.: [366, 1124, 436, 1134]
horotiu-para: In 1936 and 1937 Vallilley was convicted for theft.: [1416, 1261, 1607, 1271]
column-6: [1407, 70, 1626, 1960]
prices-ad-text: Opening early in June our new Store with Mercery and all Men's Requirements. HAMILTON HOTEL BUILDINGS.: [42, 1017, 262, 1040]
item-text: During May the Hamilton Fire Brigade received calls to 11 fires. These including two property, two rubbish and six chimney outbreaks. In the corresponding month last year six calls were received.: [1180, 370, 1397, 417]
milk-para: "I have been instructed to ask that what may be termed temporary licences should be granted on the recommendation of the local offices of the Departments of Health and Agriculture, to enable the milk requirements of Hamilton to be met.: [538, 1372, 754, 1437]
vital-label: Marriages: [1180, 1623, 1222, 1634]
moon-time: 2.41 a.m.: [219, 750, 257, 762]
milk-headline: MILK SHORTAGE: [574, 1074, 718, 1093]
personal-item: The Hon. W. Lee Martin, Minister of Agriculture, left Hamilton for Wellington by the limited express last night.: [538, 628, 754, 666]
burrow-ad-text: FUNERAL DIRECTOR. Established 1912. Cremations arranged. Floral and Artificial Wreaths. Monumental work supplied. Funeral conducted all parts New Zealand and overseas. Telephones: Office, 212 Victoria St, 1493. Residence, 14 Ulster St, 2798. P.O. Box 278. Assistant: Mr L. Williams, "The Grange," Hukanui Rd. Phone 2997.: [285, 120, 517, 191]
calendar-day: 2 Friday: [48, 673, 82, 684]
rain-sub3: FIVE FROSTS EXPERIENCED: [1434, 152, 1598, 164]
boyes-particulars: For further particulars apply:—: [342, 1089, 461, 1100]
vital-label: Births: [1180, 1610, 1206, 1621]
best-heading: "One of Best in Dominion": [1674, 609, 1803, 621]
fully-subscribed-headline: FULLY SUBSCRIBED: [1438, 1366, 1595, 1383]
item-heading: Maori's Regret: [1180, 219, 1251, 230]
thermo-value: 50.5 deg: [221, 309, 257, 321]
boyes-name: GEO. BOYES & CO., LTD.,: [301, 1104, 501, 1121]
meltzer-ad-text: HAMILTON'S LEADING TAILOR 167 Victoria Street.: [46, 1606, 258, 1616]
rainfall-text: Rainfall for 24 hours ended 9 o'clock this morning, .00in. Rainfall for previous 24 hours, .03in. Rainfall for May, 1.30in. Average rainfall for May 4.63in. Rainfall for year to date, 14.71in. Average yearly rainfall 46.33in.: [48, 390, 257, 448]
calendar-row: [48, 672, 257, 686]
chance-para: "You understand, Vallilley," said Mr Paterson, "that this is your last chance and that is being given to you only because the Rev. Father O'Connor has taken an interest in you. Do not let me down or else I may never give a chance to some other unfortunate person who comes before me.": [1416, 1028, 1617, 1099]
leader-3-para: In the first place any shortage of Japanese man-power was not expected. Indeed, it has been asserted that Japan has so far thrown only a portion of her armed forces into the struggle in China. If there is in fact a shortage of troops to meet the almost numberless guerilla bands of Chinese, then Japan's position is desperate indeed, and she cannot hope for sufficient help from Italy and Spain to turn the tide in her favour. If Italy and Spain do agree to send troops to the East, it would be a reasonably clear indication that they do not intend any major venture in the European zone in the near future. It is not likely that the Japanese, proud of their own efficiency, would seek only officers or expert assistance except, perhaps, to apply the lessons learned in the war in Spain.: [773, 1319, 1162, 1437]
motor-headline: MOTOR RE-LICENSING: [1433, 565, 1599, 582]
coal-heading: COAL MERCHANT: [95, 1186, 209, 1199]
chance-para: "The Rev. Father places more trust in you than I do," said Mr S. L. Paterson, S.M., in the Magistrate's Court, Hamilton, to-day, when extending a last chance to Mervyn James Roland Vallilley (20) a farm hand (Mr H. A. McMullin), who was charged with the theft of 10s 4d, by placing him on probation for a period of two years.: [1416, 940, 1617, 1023]
doctor-fined-text: A Palmerston North doctor, Thomas 10s and costs by Mr S. L. Paterson, fined at £10 and costs by Mr S. L. Paterson, S.M., in the Magistrate's Court, Hamilton, to-day, when he was charged with negligent driving. Senior-Sergeant G. H. Lambert said the charge was a sequel to an accident on the Great South Road on April 1, when the defendant collided with a horse and cart driven by an Indian hawker, Kangal Pancha, of Frankton.: [283, 1536, 519, 1654]
matthews-ad-text: VICTORIA STREET — HAMILTON. Phones: Office 1584, Private 1673.: [50, 1490, 255, 1512]
another-chance-headline: ANOTHER CHANCE: [1441, 882, 1591, 899]
moon-row: [48, 750, 257, 763]
local-observations-text: The following local observations on the weather are supplied by Miss Rudd, of Messrs Balfour Irvine and Webster, Ltd., Hamilton:—: [48, 186, 257, 220]
thermo-row: [48, 282, 257, 295]
